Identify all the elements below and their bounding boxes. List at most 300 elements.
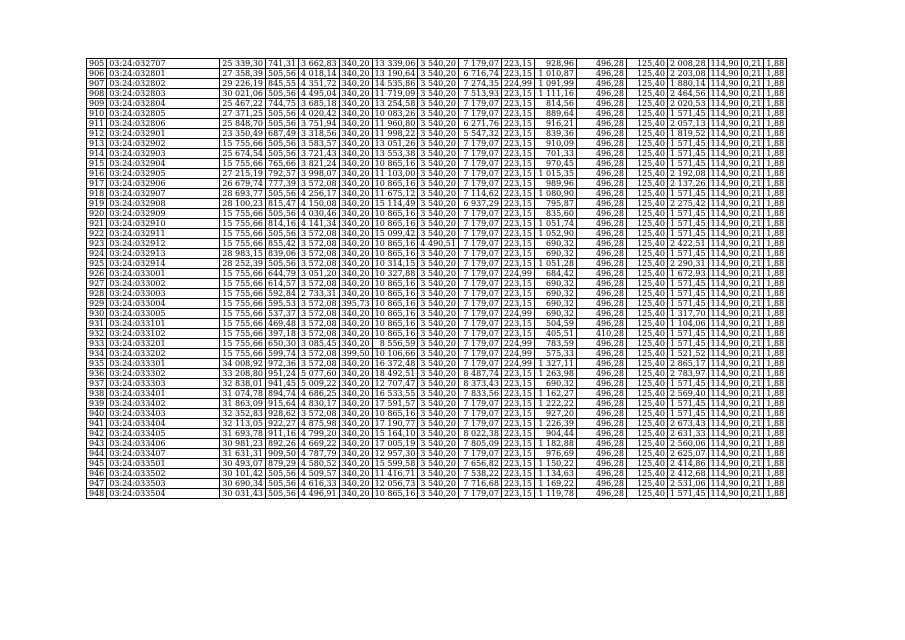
value-cell: 340,20 [339,389,372,399]
row-number-cell: 947 [87,479,107,489]
value-cell: 4 351,72 [299,79,340,89]
value-cell: 125,40 [626,369,667,379]
value-cell: 10 865,16 [372,239,418,249]
row-code-cell: 03:24:033405 [107,429,220,439]
value-cell: 7 716,68 [458,479,501,489]
value-cell: 114,90 [708,159,741,169]
value-cell: 4 580,52 [299,459,340,469]
value-cell: 3 572,08 [299,239,340,249]
value-cell: 3 540,20 [418,189,459,199]
value-cell: 644,79 [266,269,299,279]
value-cell: 125,40 [626,479,667,489]
value-cell: 976,69 [534,449,576,459]
value-cell: 0,21 [741,279,764,289]
value-cell: 7 114,62 [458,189,501,199]
row-number-cell: 918 [87,189,107,199]
value-cell: 31 074,78 [220,389,266,399]
row-code-cell: 03:24:033005 [107,309,220,319]
value-cell: 1 571,45 [667,489,708,499]
value-cell: 2 412,68 [667,469,708,479]
value-cell: 0,21 [741,209,764,219]
row-code-cell: 03:24:033201 [107,339,220,349]
table-row [87,439,787,449]
value-cell: 114,90 [708,69,741,79]
value-cell: 496,28 [576,469,626,479]
value-cell: 1 150,22 [534,459,576,469]
table-row [87,489,787,499]
value-cell: 4 020,42 [299,109,340,119]
value-cell: 7 179,07 [458,339,501,349]
value-cell: 3 540,20 [418,279,459,289]
value-cell: 989,96 [534,179,576,189]
value-cell: 125,40 [626,439,667,449]
value-cell: 12 707,47 [372,379,418,389]
value-cell: 496,28 [576,69,626,79]
value-cell: 340,20 [339,319,372,329]
value-cell: 125,40 [626,419,667,429]
value-cell: 125,40 [626,339,667,349]
value-cell: 8 373,43 [458,379,501,389]
value-cell: 32 838,01 [220,379,266,389]
table-row [87,379,787,389]
row-number-cell: 905 [87,59,107,69]
value-cell: 3 540,20 [418,169,459,179]
value-cell: 4 495,04 [299,89,340,99]
value-cell: 30 021,06 [220,89,266,99]
row-number-cell: 945 [87,459,107,469]
value-cell: 10 865,16 [372,179,418,189]
value-cell: 114,90 [708,429,741,439]
value-cell: 3 540,20 [418,359,459,369]
value-cell: 1 162,27 [534,389,576,399]
value-cell: 3 540,20 [418,99,459,109]
row-number-cell: 920 [87,209,107,219]
value-cell: 496,28 [576,149,626,159]
value-cell: 13 254,58 [372,99,418,109]
value-cell: 2 203,08 [667,69,708,79]
value-cell: 4 616,33 [299,479,340,489]
value-cell: 25 674,54 [220,149,266,159]
value-cell: 4 030,46 [299,209,340,219]
value-cell: 3 540,20 [418,309,459,319]
value-cell: 1 672,93 [667,269,708,279]
table-row [87,179,787,189]
row-code-cell: 03:24:033401 [107,389,220,399]
value-cell: 10 865,16 [372,249,418,259]
value-cell: 7 179,07 [458,229,501,239]
value-cell: 224,99 [501,339,534,349]
value-cell: 340,20 [339,249,372,259]
value-cell: 0,21 [741,69,764,79]
value-cell: 2 275,42 [667,199,708,209]
value-cell: 1 819,52 [667,129,708,139]
value-cell: 505,56 [266,119,299,129]
value-cell: 3 540,20 [418,269,459,279]
table-row [87,309,787,319]
value-cell: 340,20 [339,329,372,339]
value-cell: 3 540,20 [418,429,459,439]
row-number-cell: 929 [87,299,107,309]
value-cell: 7 179,07 [458,169,501,179]
value-cell: 505,56 [266,209,299,219]
value-cell: 1,88 [764,169,787,179]
row-number-cell: 915 [87,159,107,169]
value-cell: 2 137,26 [667,179,708,189]
row-number-cell: 938 [87,389,107,399]
value-cell: 2 008,28 [667,59,708,69]
value-cell: 4 830,17 [299,399,340,409]
value-cell: 505,56 [266,229,299,239]
value-cell: 496,28 [576,239,626,249]
value-cell: 690,32 [534,239,576,249]
table-row [87,449,787,459]
value-cell: 17 005,19 [372,439,418,449]
value-cell: 340,20 [339,169,372,179]
value-cell: 27 371,25 [220,109,266,119]
value-cell: 114,90 [708,179,741,189]
value-cell: 1 571,45 [667,209,708,219]
value-cell: 1,88 [764,389,787,399]
value-cell: 496,28 [576,119,626,129]
value-cell: 340,20 [339,59,372,69]
value-cell: 114,90 [708,469,741,479]
value-cell: 0,21 [741,359,764,369]
value-cell: 1 222,22 [534,399,576,409]
value-cell: 28 100,23 [220,199,266,209]
value-cell: 223,15 [501,479,534,489]
value-cell: 224,99 [501,349,534,359]
value-cell: 340,20 [339,419,372,429]
value-cell: 0,21 [741,229,764,239]
row-number-cell: 909 [87,99,107,109]
value-cell: 3 540,20 [418,409,459,419]
row-number-cell: 943 [87,439,107,449]
value-cell: 28 252,39 [220,259,266,269]
value-cell: 1 571,45 [667,279,708,289]
value-cell: 1,88 [764,89,787,99]
value-cell: 909,50 [266,449,299,459]
row-number-cell: 927 [87,279,107,289]
value-cell: 3 540,20 [418,59,459,69]
table-row [87,219,787,229]
value-cell: 1,88 [764,329,787,339]
value-cell: 496,28 [576,179,626,189]
value-cell: 496,28 [576,79,626,89]
value-cell: 114,90 [708,89,741,99]
value-cell: 7 179,07 [458,279,501,289]
value-cell: 15 755,66 [220,339,266,349]
value-cell: 114,90 [708,369,741,379]
value-cell: 496,28 [576,369,626,379]
value-cell: 10 314,15 [372,259,418,269]
value-cell: 3 572,08 [299,309,340,319]
row-number-cell: 932 [87,329,107,339]
value-cell: 496,28 [576,199,626,209]
value-cell: 505,56 [266,69,299,79]
value-cell: 1,88 [764,409,787,419]
value-cell: 7 833,56 [458,389,501,399]
value-cell: 7 656,82 [458,459,501,469]
value-cell: 690,32 [534,279,576,289]
value-cell: 0,21 [741,149,764,159]
value-cell: 340,20 [339,239,372,249]
value-cell: 340,20 [339,149,372,159]
row-number-cell: 924 [87,249,107,259]
value-cell: 496,28 [576,229,626,239]
value-cell: 3 540,20 [418,119,459,129]
value-cell: 340,20 [339,399,372,409]
value-cell: 27 358,39 [220,69,266,79]
row-code-cell: 03:24:032914 [107,259,220,269]
value-cell: 10 865,16 [372,279,418,289]
value-cell: 0,21 [741,329,764,339]
value-cell: 10 865,16 [372,319,418,329]
value-cell: 6 271,76 [458,119,501,129]
table-row [87,59,787,69]
value-cell: 3 540,20 [418,399,459,409]
value-cell: 3 540,20 [418,79,459,89]
value-cell: 30 031,43 [220,489,266,499]
value-cell: 1,88 [764,489,787,499]
value-cell: 1,88 [764,149,787,159]
value-cell: 1,88 [764,119,787,129]
value-cell: 505,56 [266,149,299,159]
row-code-cell: 03:24:032908 [107,199,220,209]
value-cell: 125,40 [626,69,667,79]
value-cell: 496,28 [576,389,626,399]
value-cell: 1 880,14 [667,79,708,89]
value-cell: 701,33 [534,149,576,159]
value-cell: 14 535,86 [372,79,418,89]
value-cell: 7 179,07 [458,219,501,229]
value-cell: 32 113,05 [220,419,266,429]
value-cell: 496,28 [576,99,626,109]
value-cell: 125,40 [626,159,667,169]
value-cell: 3 051,20 [299,269,340,279]
value-cell: 1,88 [764,259,787,269]
row-number-cell: 948 [87,489,107,499]
value-cell: 1,88 [764,99,787,109]
value-cell: 3 751,94 [299,119,340,129]
value-cell: 114,90 [708,229,741,239]
table-row [87,299,787,309]
value-cell: 11 675,12 [372,189,418,199]
value-cell: 690,32 [534,299,576,309]
value-cell: 223,15 [501,69,534,79]
row-code-cell: 03:24:033301 [107,359,220,369]
value-cell: 496,28 [576,289,626,299]
row-code-cell: 03:24:033403 [107,409,220,419]
value-cell: 114,90 [708,239,741,249]
value-cell: 0,21 [741,79,764,89]
value-cell: 7 179,07 [458,419,501,429]
value-cell: 7 179,07 [458,269,501,279]
value-cell: 25 848,70 [220,119,266,129]
value-cell: 340,20 [339,269,372,279]
value-cell: 15 755,66 [220,279,266,289]
value-cell: 223,15 [501,489,534,499]
value-cell: 4 150,08 [299,199,340,209]
value-cell: 505,56 [266,469,299,479]
value-cell: 4 875,98 [299,419,340,429]
value-cell: 125,40 [626,239,667,249]
value-cell: 223,15 [501,59,534,69]
table-row [87,109,787,119]
row-code-cell: 03:24:032903 [107,149,220,159]
value-cell: 7 179,07 [458,399,501,409]
value-cell: 114,90 [708,99,741,109]
row-number-cell: 930 [87,309,107,319]
value-cell: 114,90 [708,349,741,359]
row-number-cell: 917 [87,179,107,189]
value-cell: 3 540,20 [418,439,459,449]
value-cell: 125,40 [626,409,667,419]
value-cell: 1,88 [764,269,787,279]
value-cell: 17 591,57 [372,399,418,409]
value-cell: 1,88 [764,59,787,69]
table-row [87,339,787,349]
value-cell: 223,15 [501,379,534,389]
value-cell: 28 983,15 [220,249,266,259]
value-cell: 3 540,20 [418,389,459,399]
value-cell: 340,20 [339,369,372,379]
value-cell: 1,88 [764,159,787,169]
value-cell: 7 179,07 [458,249,501,259]
value-cell: 125,40 [626,309,667,319]
value-cell: 1 226,39 [534,419,576,429]
value-cell: 114,90 [708,199,741,209]
table-row [87,459,787,469]
value-cell: 223,15 [501,289,534,299]
value-cell: 223,15 [501,179,534,189]
value-cell: 114,90 [708,409,741,419]
value-cell: 496,28 [576,159,626,169]
value-cell: 114,90 [708,419,741,429]
value-cell: 15 755,66 [220,329,266,339]
value-cell: 3 540,20 [418,319,459,329]
value-cell: 15 755,66 [220,229,266,239]
value-cell: 223,15 [501,209,534,219]
value-cell: 30 981,23 [220,439,266,449]
row-number-cell: 923 [87,239,107,249]
value-cell: 29 226,19 [220,79,266,89]
value-cell: 10 865,16 [372,409,418,419]
value-cell: 7 179,07 [458,149,501,159]
value-cell: 3 540,20 [418,379,459,389]
value-cell: 1 182,88 [534,439,576,449]
value-cell: 0,21 [741,489,764,499]
value-cell: 3 540,20 [418,149,459,159]
value-cell: 125,40 [626,299,667,309]
row-code-cell: 03:24:032806 [107,119,220,129]
value-cell: 10 083,26 [372,109,418,119]
value-cell: 496,28 [576,309,626,319]
table-row [87,429,787,439]
value-cell: 223,15 [501,219,534,229]
value-cell: 496,28 [576,439,626,449]
value-cell: 223,15 [501,459,534,469]
value-cell: 114,90 [708,309,741,319]
value-cell: 114,90 [708,399,741,409]
table-row [87,399,787,409]
row-code-cell: 03:24:032910 [107,219,220,229]
value-cell: 7 179,07 [458,179,501,189]
row-code-cell: 03:24:033504 [107,489,220,499]
value-cell: 2 673,43 [667,419,708,429]
value-cell: 1 571,45 [667,299,708,309]
value-cell: 0,21 [741,249,764,259]
row-number-cell: 928 [87,289,107,299]
value-cell: 125,40 [626,189,667,199]
value-cell: 892,26 [266,439,299,449]
value-cell: 0,21 [741,269,764,279]
row-number-cell: 937 [87,379,107,389]
value-cell: 340,20 [339,309,372,319]
value-cell: 839,36 [534,129,576,139]
value-cell: 340,20 [339,449,372,459]
value-cell: 114,90 [708,289,741,299]
value-cell: 125,40 [626,149,667,159]
value-cell: 340,20 [339,189,372,199]
value-cell: 114,90 [708,129,741,139]
value-cell: 469,48 [266,319,299,329]
value-cell: 31 693,78 [220,429,266,439]
value-cell: 1,88 [764,469,787,479]
value-cell: 223,15 [501,429,534,439]
value-cell: 13 051,26 [372,139,418,149]
value-cell: 125,40 [626,329,667,339]
value-cell: 114,90 [708,389,741,399]
value-cell: 496,28 [576,89,626,99]
value-cell: 1 571,45 [667,139,708,149]
value-cell: 3 540,20 [418,489,459,499]
value-cell: 928,62 [266,409,299,419]
value-cell: 223,15 [501,389,534,399]
value-cell: 2 569,40 [667,389,708,399]
value-cell: 1,88 [764,129,787,139]
table-row [87,159,787,169]
value-cell: 114,90 [708,489,741,499]
value-cell: 1 051,28 [534,259,576,269]
value-cell: 15 164,10 [372,429,418,439]
value-cell: 0,21 [741,469,764,479]
value-cell: 340,20 [339,79,372,89]
row-code-cell: 03:24:033402 [107,399,220,409]
value-cell: 1 571,45 [667,189,708,199]
value-cell: 7 538,22 [458,469,501,479]
value-cell: 15 755,66 [220,299,266,309]
table-row [87,259,787,269]
value-cell: 505,56 [266,489,299,499]
value-cell: 972,36 [266,359,299,369]
row-number-cell: 914 [87,149,107,159]
value-cell: 1 317,70 [667,309,708,319]
row-number-cell: 942 [87,429,107,439]
table-row [87,209,787,219]
value-cell: 777,39 [266,179,299,189]
value-cell: 1,88 [764,189,787,199]
row-number-cell: 925 [87,259,107,269]
value-cell: 224,99 [501,269,534,279]
value-cell: 125,40 [626,249,667,259]
value-cell: 970,45 [534,159,576,169]
value-cell: 114,90 [708,249,741,259]
value-cell: 855,42 [266,239,299,249]
value-cell: 1 052,90 [534,229,576,239]
value-cell: 4 686,25 [299,389,340,399]
value-cell: 125,40 [626,429,667,439]
value-cell: 114,90 [708,299,741,309]
